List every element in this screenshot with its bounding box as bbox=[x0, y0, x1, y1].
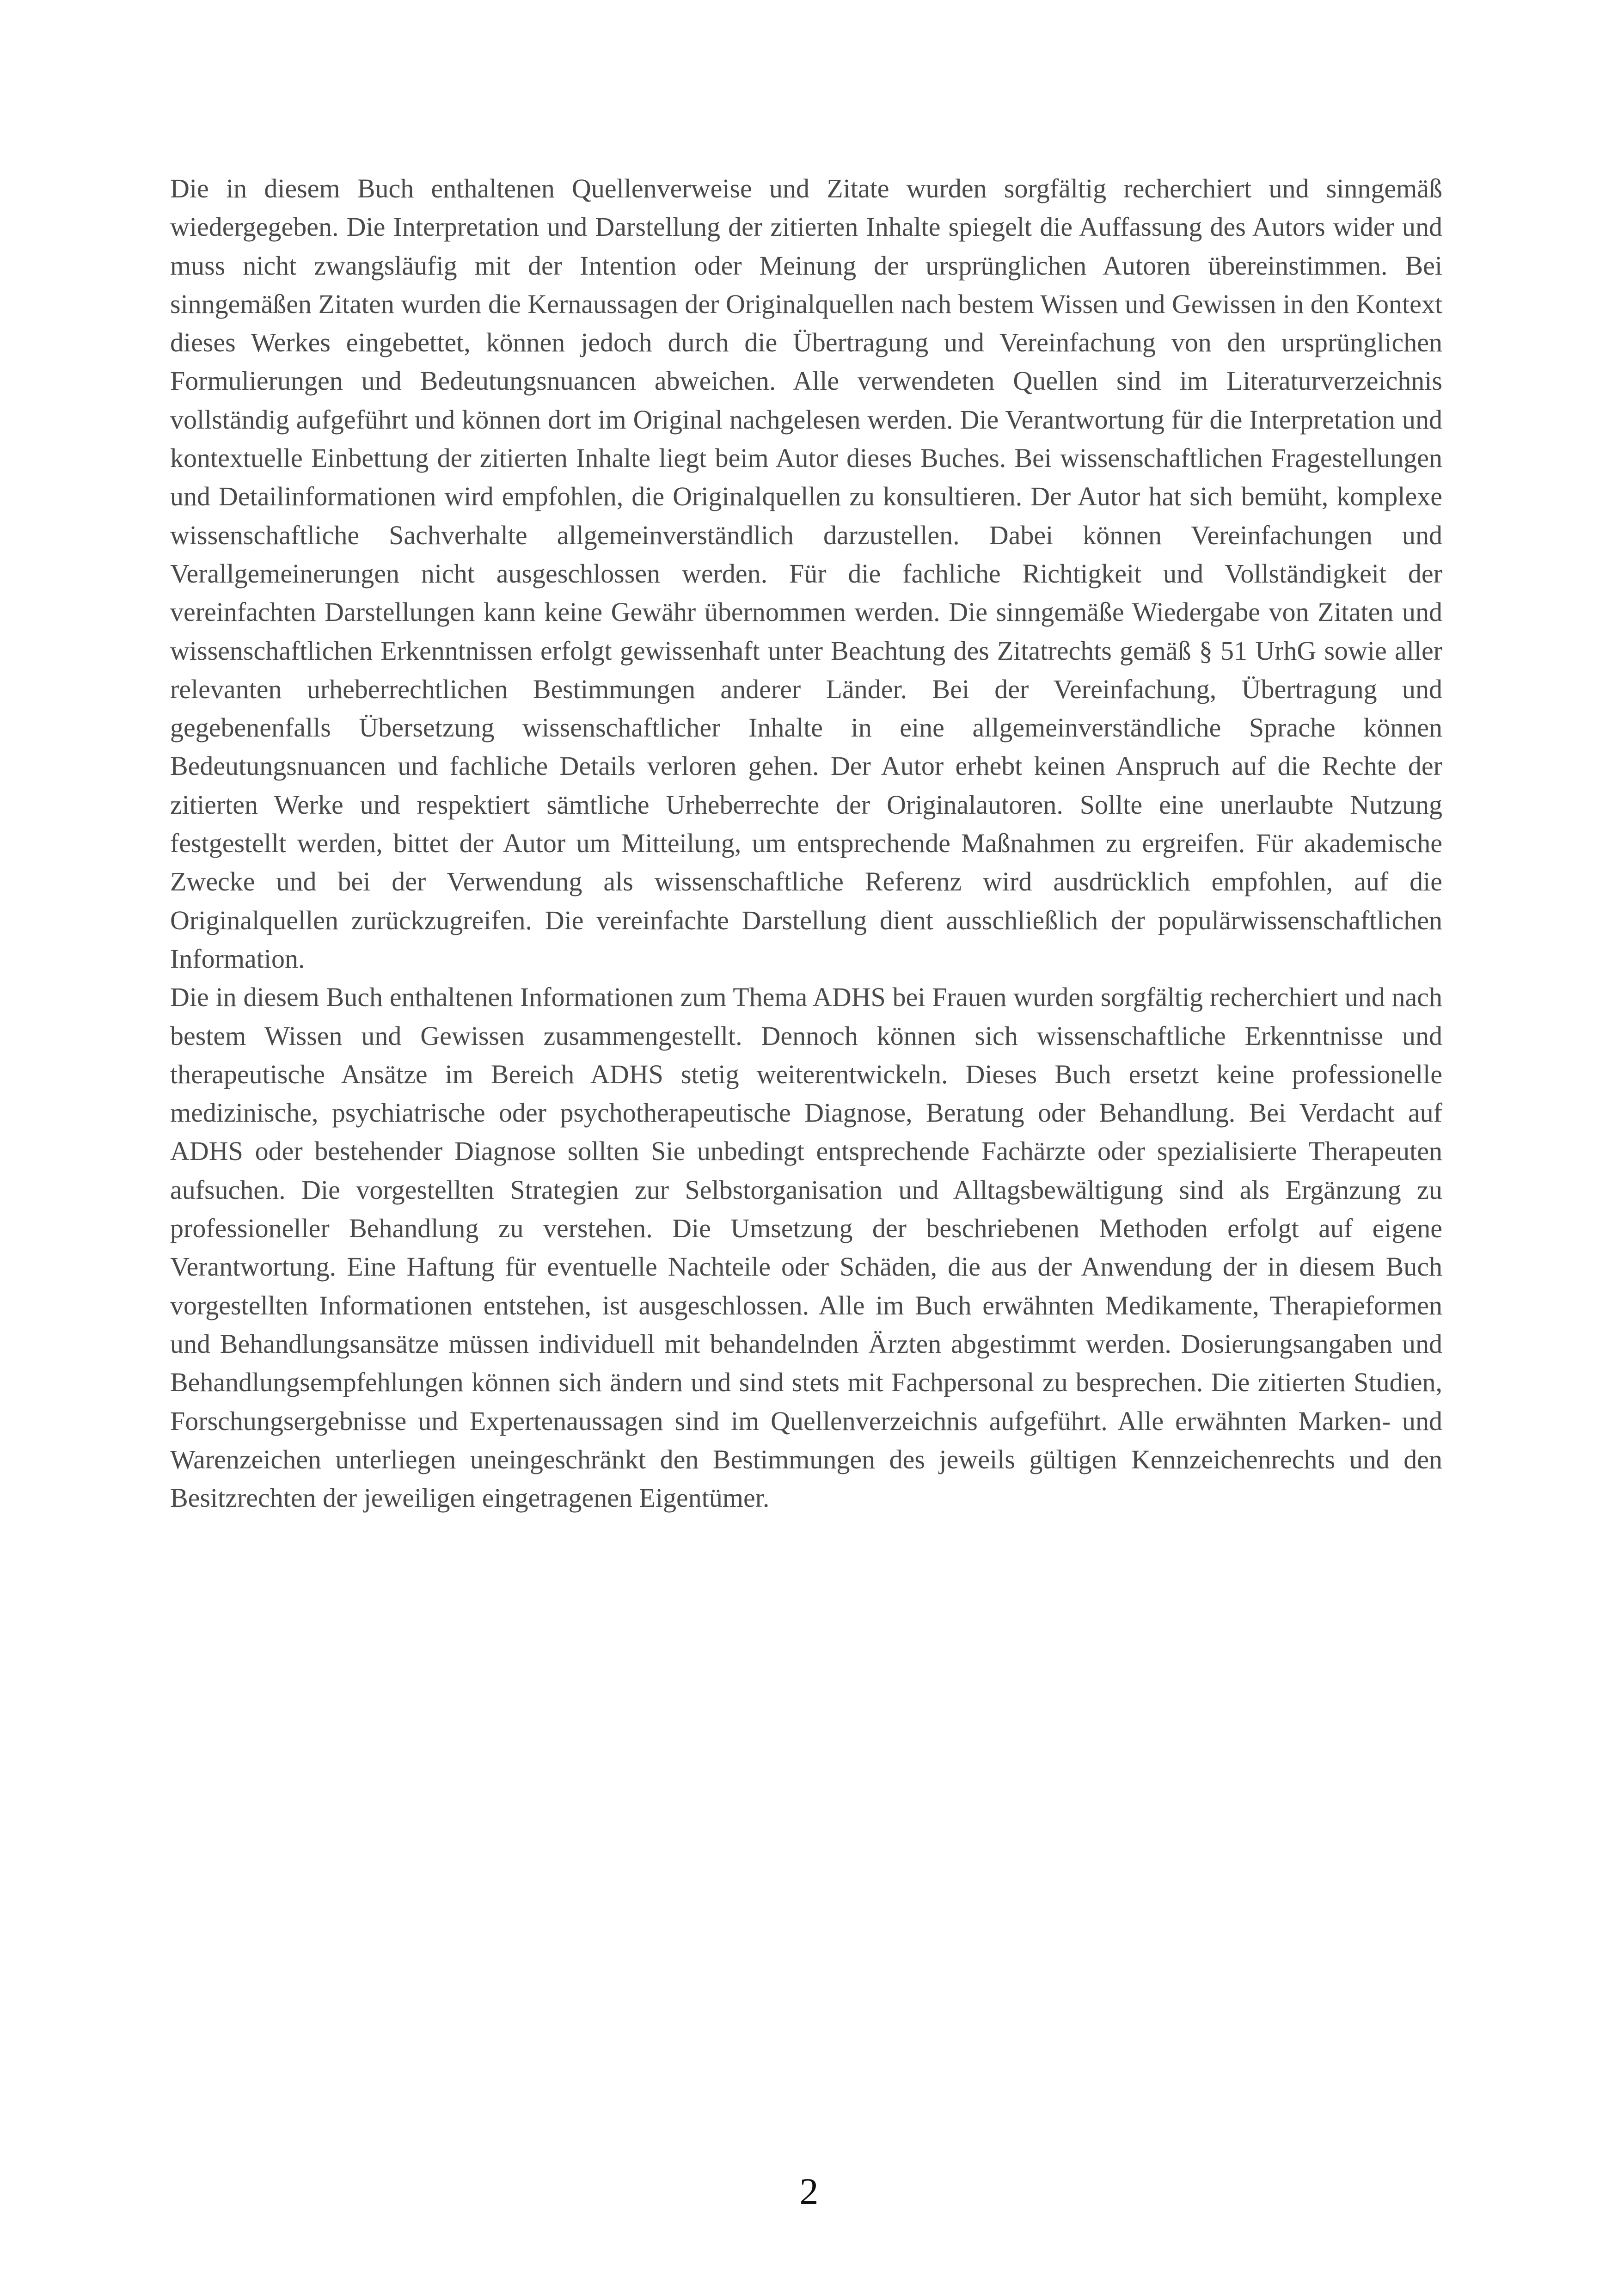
page-number: 2 bbox=[799, 2170, 819, 2212]
paragraph-citation-notice: Die in diesem Buch enthaltenen Quellenverweise und Zitate wurden sorgfältig recherchiert und sinngemäß wiedergegeben. Die Interpretation und Darstellung der zitierten Inhalte spiegelt die Auffassung des Autors wider und muss nicht zwangsläufig mit der Intention oder Meinung der ursprünglichen Autoren übereinstimmen. Bei sinngemäßen Zitaten wurden die Kernaussagen der Originalquellen nach bestem Wissen und Gewissen in den Kontext dieses Werkes eingebettet, können jedoch durch die Übertragung und Vereinfachung von den ursprünglichen Formulierungen und Bedeutungsnuancen abweichen. Alle verwendeten Quellen sind im Literaturverzeichnis vollständig aufgeführt und können dort im Original nachgelesen werden. Die Verantwortung für die Interpretation und kontextuelle Einbettung der zitierten Inhalte liegt beim Autor dieses Buches. Bei wissenschaftlichen Fragestellungen und Detailinformationen wird empfohlen, die Originalquellen zu konsultieren. Der Autor hat sich bemüht, komplexe wissenschaftliche Sachverhalte allgemeinverständlich darzustellen. Dabei können Vereinfachungen und Verallgemeinerungen nicht ausgeschlossen werden. Für die fachliche Richtigkeit und Vollständigkeit der vereinfachten Darstellungen kann keine Gewähr übernommen werden. Die sinngemäße Wiedergabe von Zitaten und wissenschaftlichen Erkenntnissen erfolgt gewissenhaft unter Beachtung des Zitatrechts gemäß § 51 UrhG sowie aller relevanten urheberrechtlichen Bestimmungen anderer Länder. Bei der Vereinfachung, Übertragung und gegebenenfalls Übersetzung wissenschaftlicher Inhalte in eine allgemeinverständliche Sprache können Bedeutungsnuancen und fachliche Details verloren gehen. Der Autor erhebt keinen Anspruch auf die Rechte der zitierten Werke und respektiert sämtliche Urheberrechte der Originalautoren. Sollte eine unerlaubte Nutzung festgestellt werden, bittet der Autor um Mitteilung, um entsprechende Maßnahmen zu ergreifen. Für akademische Zwecke und bei der Verwendung als wissenschaftliche Referenz wird ausdrücklich empfohlen, auf die Originalquellen zurückzugreifen. Die vereinfachte Darstellung dient ausschließlich der populärwissenschaftlichen Information. bbox=[170, 173, 1442, 974]
paragraph-medical-disclaimer: Die in diesem Buch enthaltenen Informationen zum Thema ADHS bei Frauen wurden sorgfältig recherchiert und nach bestem Wissen und Gewissen zusammengestellt. Dennoch können sich wissenschaftliche Erkenntnisse und therapeutische Ansätze im Bereich ADHS stetig weiterentwickeln. Dieses Buch ersetzt keine professionelle medizinische, psychiatrische oder psychotherapeutische Diagnose, Beratung oder Behandlung. Bei Verdacht auf ADHS oder bestehender Diagnose sollten Sie unbedingt entsprechende Fachärzte oder spezialisierte Therapeuten aufsuchen. Die vorgestellten Strategien zur Selbstorganisation und Alltagsbewältigung sind als Ergänzung zu professioneller Behandlung zu verstehen. Die Umsetzung der beschriebenen Methoden erfolgt auf eigene Verantwortung. Eine Haftung für eventuelle Nachteile oder Schäden, die aus der Anwendung der in diesem Buch vorgestellten Informationen entstehen, ist ausgeschlossen. Alle im Buch erwähnten Medikamente, Therapieformen und Behandlungsansätze müssen individuell mit behandelnden Ärzten abgestimmt werden. Dosierungsangaben und Behandlungsempfehlungen können sich ändern und sind stets mit Fachpersonal zu besprechen. Die zitierten Studien, Forschungsergebnisse und Expertenaussagen sind im Quellenverzeichnis aufgeführt. Alle erwähnten Marken- und Warenzeichen unterliegen uneingeschränkt den Bestimmungen des jeweils gültigen Kennzeichenrechts und den Besitzrechten der jeweiligen eingetragenen Eigentümer. bbox=[170, 982, 1442, 1513]
body-text bbox=[170, 169, 1442, 1517]
